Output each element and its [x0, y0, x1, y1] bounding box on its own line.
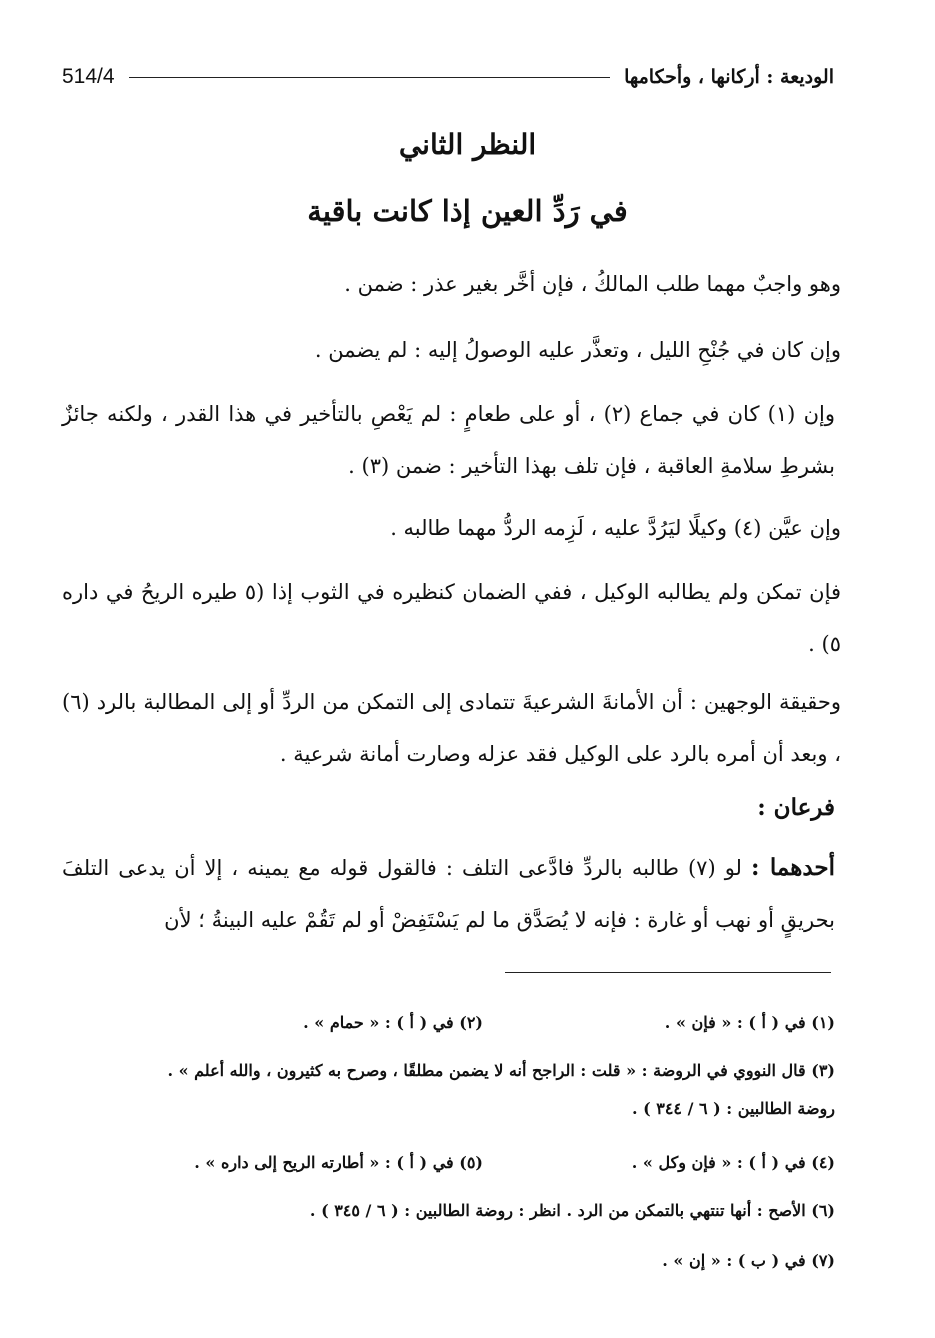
footnote-rule: [505, 972, 831, 973]
footnote-4: (٤) في ( أ ) : « فإن وكل » .: [631, 1153, 835, 1172]
paragraph-6: وحقيقة الوجهين : أن الأمانةَ الشرعيةَ تتمادى إلى التمكن من الردِّ أو إلى المطالبة بالرد (٦) ، وبعد أن أمره بالرد على الوكيل فقد عزله وصارت أمانة شرعية .: [62, 690, 841, 766]
paragraph-1: وهو واجبٌ مهما طلب المالكُ ، فإن أخَّر بغير عذر : ضمن .: [344, 272, 841, 296]
branch-paragraph: [62, 842, 835, 946]
branch-lead: أحدهما :: [751, 854, 835, 881]
footnote-7: (٧) في ( ب ) : « إن » .: [662, 1251, 835, 1270]
header-rule: [129, 77, 611, 78]
footnote-6: (٦) الأصح : أنها تنتهي بالتمكن من الرد . انظر : روضة الطالبين : ( ٦ / ٣٤٥ ) .: [309, 1201, 835, 1220]
footnote-3-source: روضة الطالبين : ( ٦ / ٣٤٤ ) .: [631, 1099, 835, 1118]
footnote-3: (٣) قال النووي في الروضة : « قلت : الراجح أنه لا يضمن مطلقًا ، وصرح به كثيرون ، والله أعلم » .: [167, 1061, 835, 1080]
footnote-5: (٥) في ( أ ) : « أطارته الريح إلى داره » .: [194, 1153, 483, 1172]
paragraph-3: وإن (١) كان في جماع (٢) ، أو على طعامٍ : لم يَعْصِ بالتأخير في هذا القدر ، ولكنه جائزٌ بشرطِ سلامةِ العاقبة ، فإن تلف بهذا التأخير : ضمن (٣) .: [62, 402, 836, 478]
page-number: 514/4: [62, 65, 115, 88]
footnote-2: (٢) في ( أ ) : « حمام » .: [303, 1013, 483, 1032]
paragraph-5: فإن تمكن ولم يطالبه الوكيل ، ففي الضمان كنظيره في الثوب إذا (٥ طيره الريحُ في داره ٥) .: [62, 580, 842, 656]
branches-heading: فرعان :: [757, 794, 835, 821]
section-title: النظر الثاني: [398, 128, 537, 161]
running-title: الوديعة : أركانها ، وأحكامها: [624, 66, 834, 88]
running-header: [62, 60, 834, 94]
section-subtitle: في رَدِّ العين إذا كانت باقية: [307, 194, 628, 228]
paragraph-2: وإن كان في جُنْحِ الليل ، وتعذَّر عليه الوصولُ إليه : لم يضمن .: [314, 338, 841, 362]
footnote-1: (١) في ( أ ) : « فإن » .: [664, 1013, 835, 1032]
paragraph-4: وإن عيَّن (٤) وكيلًا ليَرُدَّ عليه ، لَزِمه الردُّ مهما طالبه .: [390, 516, 841, 540]
branch-text: لو (٧) طالبه بالردِّ فادَّعى التلف : فالقول قوله مع يمينه ، إلا أن يدعى التلفَ بحريقٍ أو نهب أو غارة : فإنه لا يُصَدَّق ما لم يَسْتَفِضْ أو لم تَقُمْ عليه البينةُ ؛ لأن: [62, 856, 835, 932]
